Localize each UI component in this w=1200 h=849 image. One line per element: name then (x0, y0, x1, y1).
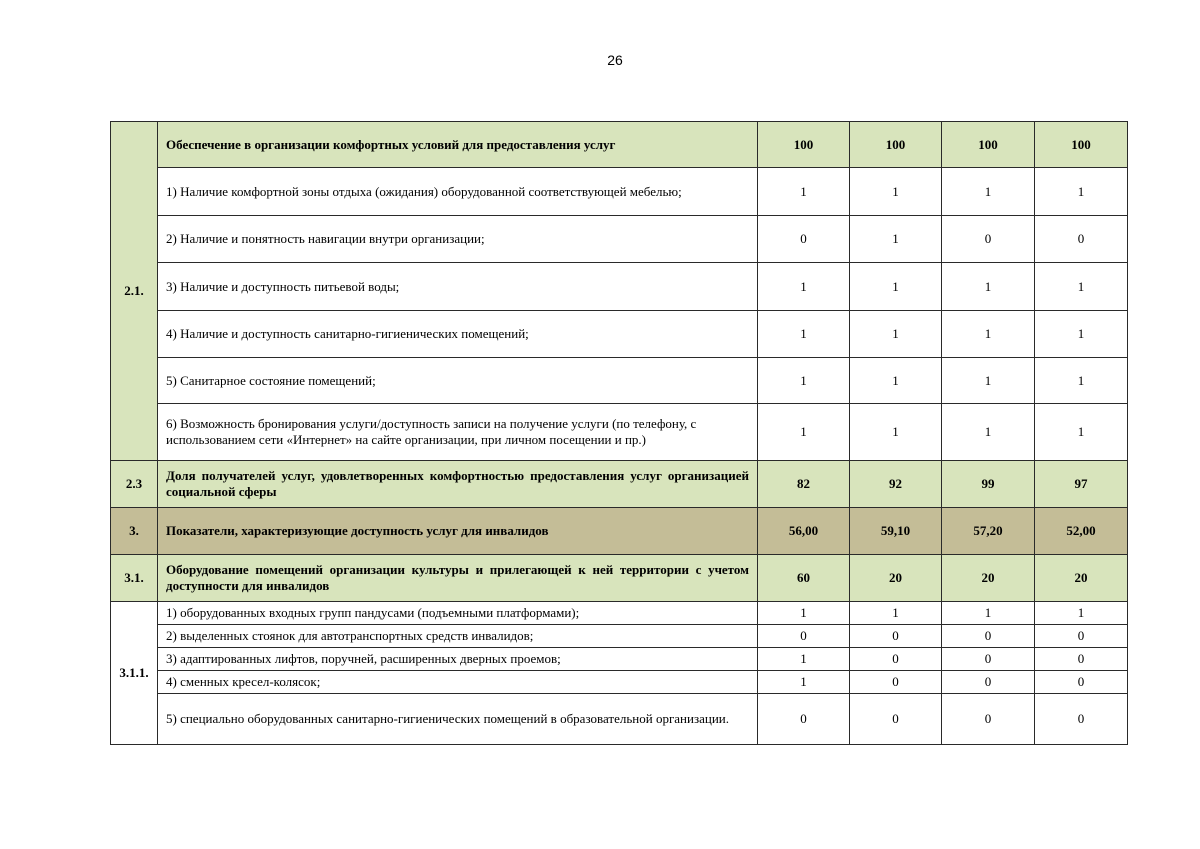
cell-value: 1 (758, 168, 850, 216)
cell-value: 0 (942, 216, 1035, 263)
cell-value: 57,20 (942, 508, 1035, 555)
row-label: Обеспечение в организации комфортных условий для предоставления услуг (158, 122, 758, 168)
cell-value: 1 (942, 404, 1035, 461)
row-label: Доля получателей услуг, удовлетворенных комфортностью предоставления услуг организацией социальной сферы (158, 461, 758, 508)
cell-value: 1 (942, 358, 1035, 404)
cell-value: 1 (850, 602, 942, 625)
cell-value: 1 (758, 404, 850, 461)
table-row (111, 671, 1128, 694)
cell-value: 20 (850, 555, 942, 602)
cell-value: 1 (1035, 263, 1128, 311)
table-row (111, 648, 1128, 671)
row-code: 3. (111, 508, 158, 555)
cell-value: 0 (942, 648, 1035, 671)
row-label: 1) оборудованных входных групп пандусами (подъемными платформами); (158, 602, 758, 625)
table-row (111, 508, 1128, 555)
cell-value: 1 (1035, 404, 1128, 461)
cell-value: 1 (758, 671, 850, 694)
cell-value: 0 (942, 694, 1035, 745)
row-label: 2) выделенных стоянок для автотранспортных средств инвалидов; (158, 625, 758, 648)
row-label: Оборудование помещений организации культуры и прилегающей к ней территории с учетом доступности для инвалидов (158, 555, 758, 602)
cell-value: 1 (1035, 168, 1128, 216)
table-row (111, 555, 1128, 602)
row-code: 3.1. (111, 555, 158, 602)
table-row (111, 263, 1128, 311)
cell-value: 0 (850, 648, 942, 671)
cell-value: 99 (942, 461, 1035, 508)
cell-value: 59,10 (850, 508, 942, 555)
cell-value: 1 (850, 263, 942, 311)
row-code: 2.3 (111, 461, 158, 508)
cell-value: 20 (942, 555, 1035, 602)
page-number: 26 (607, 52, 623, 68)
cell-value: 0 (1035, 625, 1128, 648)
row-label: 3) адаптированных лифтов, поручней, расширенных дверных проемов; (158, 648, 758, 671)
cell-value: 1 (850, 216, 942, 263)
table-row (111, 602, 1128, 625)
cell-value: 1 (850, 404, 942, 461)
cell-value: 1 (850, 311, 942, 358)
cell-value: 1 (1035, 358, 1128, 404)
cell-value: 20 (1035, 555, 1128, 602)
cell-value: 52,00 (1035, 508, 1128, 555)
table-row (111, 404, 1128, 461)
cell-value: 1 (758, 263, 850, 311)
cell-value: 0 (1035, 648, 1128, 671)
row-label: Показатели, характеризующие доступность услуг для инвалидов (158, 508, 758, 555)
row-label: 2) Наличие и понятность навигации внутри организации; (158, 216, 758, 263)
cell-value: 1 (942, 168, 1035, 216)
row-label: 1) Наличие комфортной зоны отдыха (ожидания) оборудованной соответствующей мебелью; (158, 168, 758, 216)
row-code: 2.1. (111, 122, 158, 461)
cell-value: 1 (758, 648, 850, 671)
cell-value: 0 (850, 625, 942, 648)
cell-value: 100 (942, 122, 1035, 168)
table-row (111, 122, 1128, 168)
cell-value: 56,00 (758, 508, 850, 555)
indicators-table (110, 121, 1128, 745)
cell-value: 100 (1035, 122, 1128, 168)
cell-value: 1 (942, 263, 1035, 311)
cell-value: 1 (850, 358, 942, 404)
row-code: 3.1.1. (111, 602, 158, 745)
cell-value: 1 (758, 358, 850, 404)
cell-value: 82 (758, 461, 850, 508)
row-label: 4) Наличие и доступность санитарно-гигиенических помещений; (158, 311, 758, 358)
cell-value: 1 (1035, 602, 1128, 625)
cell-value: 1 (942, 311, 1035, 358)
cell-value: 0 (758, 694, 850, 745)
cell-value: 1 (850, 168, 942, 216)
cell-value: 0 (942, 625, 1035, 648)
table-row (111, 461, 1128, 508)
cell-value: 1 (1035, 311, 1128, 358)
row-label: 5) специально оборудованных санитарно-гигиенических помещений в образовательной организации. (158, 694, 758, 745)
cell-value: 60 (758, 555, 850, 602)
row-label: 3) Наличие и доступность питьевой воды; (158, 263, 758, 311)
table-row (111, 216, 1128, 263)
row-label: 6) Возможность бронирования услуги/доступность записи на получение услуги (по телефону, с использованием сети «Интернет» на сайте организации, при личном посещении и пр.) (158, 404, 758, 461)
cell-value: 100 (850, 122, 942, 168)
cell-value: 0 (942, 671, 1035, 694)
row-label: 5) Санитарное состояние помещений; (158, 358, 758, 404)
cell-value: 1 (942, 602, 1035, 625)
cell-value: 0 (850, 671, 942, 694)
cell-value: 0 (1035, 671, 1128, 694)
cell-value: 97 (1035, 461, 1128, 508)
table-row (111, 625, 1128, 648)
cell-value: 92 (850, 461, 942, 508)
cell-value: 1 (758, 311, 850, 358)
table-row (111, 311, 1128, 358)
cell-value: 0 (758, 625, 850, 648)
table-row (111, 694, 1128, 745)
table-row (111, 358, 1128, 404)
cell-value: 0 (850, 694, 942, 745)
cell-value: 0 (1035, 694, 1128, 745)
table-row (111, 168, 1128, 216)
cell-value: 1 (758, 602, 850, 625)
row-label: 4) сменных кресел-колясок; (158, 671, 758, 694)
cell-value: 0 (758, 216, 850, 263)
cell-value: 0 (1035, 216, 1128, 263)
cell-value: 100 (758, 122, 850, 168)
